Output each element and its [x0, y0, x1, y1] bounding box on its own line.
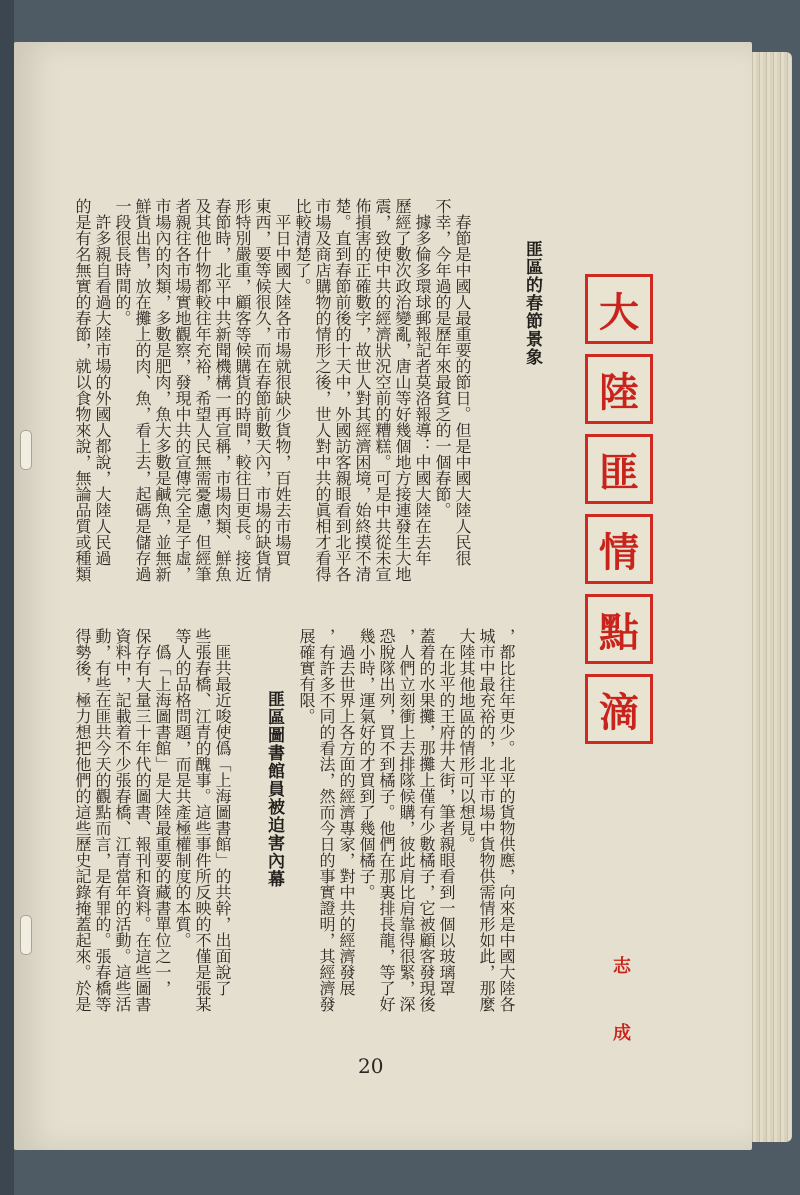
article-title	[585, 274, 661, 754]
section-heading-spring-festival: 匪區的春節景象	[522, 240, 542, 366]
book-binding	[0, 0, 14, 1195]
title-char-box: 點	[585, 594, 653, 664]
binding-clip	[20, 915, 32, 955]
title-char-box: 陸	[585, 354, 653, 424]
author-name: 志 成	[610, 956, 631, 1055]
title-char-box: 匪	[585, 434, 653, 504]
section-text-continuation: ，都比往年更少。北平的貨物供應，向來是中國大陸各 城市中最充裕的，北平市場中貨物供需情形如此，那麼 大陸其他地區的情形可以想見。 在北平的王府井大街，筆者親眼看到一個以玻璃罩 蓋着的水果攤，那攤上僅有少數橘子，它被顧客發現後 ，人們立刻衝上去排隊候購，彼此肩比肩靠得很緊，深 恐脫隊出列，買不到橘子。他們在那裏排長龍，等了好 幾小時，運氣好的才買到了幾個橘子。 過去世界上各方面的經濟專家，對中共的經濟發展 ，有許多不同的看法，然而今日的事實證明，其經濟發 展確實有限。	[297, 628, 516, 1012]
title-char-box: 情	[585, 514, 653, 584]
section-text-library: 匪共最近唆使僞「上海圖書館」的共幹，出面說了 些張春橋、江青的醜事。這些事件所反映的不僅是張某 等人的品格問題，而是共產極權制度的本質。 僞「上海圖書館」是大陸最重要的藏書單位之一， 保存有大量三十年代的圖書、報刊和資料。在這些圖書 資料中，記載着不少張春橋、江青當年的活動。這些活 動，有些在匪共今天的觀點而言，是有罪的。張春橋等 得勢後，極力想把他們的這些歷史記錄掩蓋起來。於是	[73, 628, 232, 1012]
page-number: 20	[358, 1054, 384, 1078]
section-text-spring-festival: 春節是中國人最重要的節日。但是中國大陸人民很 不幸，今年過的是歷年來最貧乏的一個春節。 據多倫多環球郵報記者莫洛報導：中國大陸在去年 歷經了數次政治變亂，唐山等好幾個地方接連發生大地 震，致使中共的經濟狀況空前的糟糕。可是中共從未宣 佈損害的正確數字，故世人對其經濟困境，始終摸不清 楚。直到春節前後的十天中，外國訪客親眼看到北平各 市場及商店購物的情形之後，世人對中共的眞相才看得 比較清楚了。 平日中國大陸各市場就很缺少貨物，百姓去市場買 東西，要等候很久，而在春節前數天內，市場的缺貨情 形特別嚴重，顧客等候購貨的時間，較往日更長。接近 春節時，北平中共新聞機構一再宣稱，市場肉類、鮮魚 及其他什物都較往年充裕，希望人民無需憂慮，但經筆 者親往各市場實地觀察，發現中共的宣傳完全是子虛， 市場內的肉類，多數是肥肉，魚大多數是鹹魚，並無新 鮮貨出售，放在攤上的肉、魚，看上去，起碼是儲存過 一段很長時間的。 許多親自看過大陸市場的外國人都說，大陸人民過 的是有名無實的春節，就以食物來說，無論品質或種類	[73, 198, 472, 582]
section-heading-library: 匪區圖書館員被迫害內幕	[264, 690, 284, 888]
binding-clip	[20, 430, 32, 470]
title-char-box: 大	[585, 274, 653, 344]
title-char-box: 滴	[585, 674, 653, 744]
